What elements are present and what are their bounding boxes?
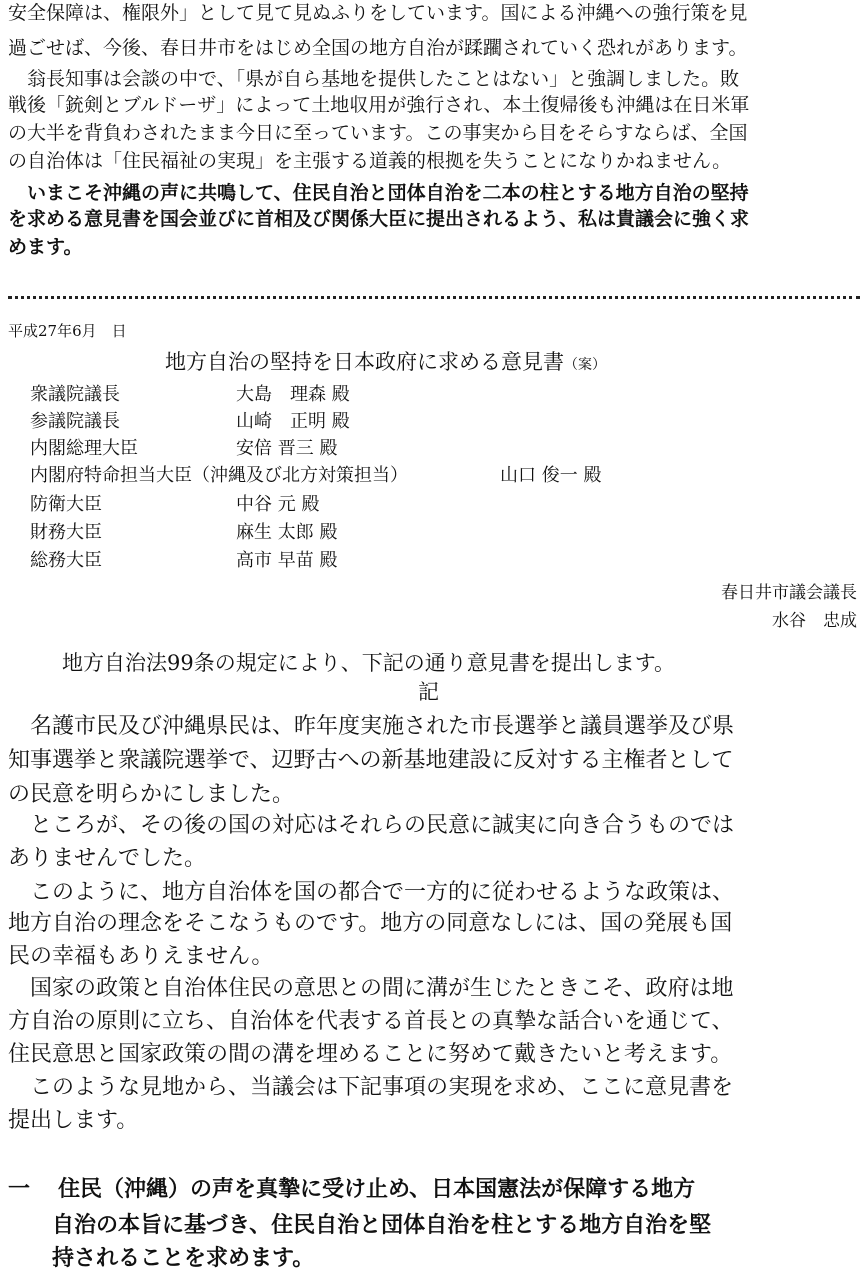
body-line: ところが、その後の国の対応はそれらの民意に誠実に向き合うものでは [8, 813, 735, 838]
title-suffix: （案） [564, 357, 606, 373]
body-line: の民意を明らかにしました。 [8, 782, 295, 807]
addressee-name: 麻生 太郎 殿 [236, 522, 338, 543]
top-text-line: 安全保障は、権限外」として見て見ぬふりをしています。国による沖縄への強行策を見 [8, 2, 748, 24]
item-marker: 一 [8, 1177, 31, 1202]
addressee-office: 財務大臣 [30, 522, 102, 543]
addressee-name: 山口 俊一 殿 [500, 465, 602, 486]
item-line: 持されることを求めます。 [52, 1246, 315, 1271]
top-text-line: 翁長知事は会談の中で、「県が自ら基地を提供したことはない」と強調しました。敗 [8, 68, 740, 90]
intro-text: 地方自治法99条の規定により、下記の通り意見書を提出します。 [62, 651, 676, 675]
addressee-name: 山崎 正明 殿 [236, 411, 350, 432]
body-line: 知事選挙と衆議院選挙で、辺野古への新基地建設に反対する主権者として [8, 748, 734, 773]
body-line: このような見地から、当議会は下記事項の実現を求め、ここに意見書を [8, 1075, 734, 1100]
body-line: 国家の政策と自治体住民の意思との間に溝が生じたときこそ、政府は地 [8, 976, 734, 1001]
top-text-line: の自治体は「住民福祉の実現」を主張する道義的根拠を失うことになりかねません。 [8, 150, 732, 172]
item-line: 住民（沖縄）の声を真摯に受け止め、日本国憲法が保障する地方 [58, 1177, 696, 1202]
body-line: 地方自治の理念をそこなうものです。地方の同意なしには、国の発展も国 [8, 911, 733, 936]
addressee-name: 安倍 晋三 殿 [236, 438, 338, 459]
body-line: このように、地方自治体を国の都合で一方的に従わせるような政策は、 [8, 880, 735, 905]
addressee-office: 衆議院議長 [30, 384, 120, 405]
top-text-line: 戦後「銃剣とブルドーザ」によって土地収用が強行され、本土復帰後も沖縄は在日米軍 [8, 94, 750, 116]
addressee-name: 大島 理森 殿 [236, 384, 350, 405]
addressee-office: 総務大臣 [30, 550, 102, 571]
addressee-office: 内閣総理大臣 [30, 438, 138, 459]
title-text: 地方自治の堅持を日本政府に求める意見書 [165, 350, 564, 374]
sender-title: 春日井市議会議長 [721, 583, 857, 603]
addressee-name: 高市 早苗 殿 [236, 550, 338, 571]
top-bold-line: いまこそ沖縄の声に共鳴して、住民自治と団体自治を二本の柱とする地方自治の堅持 [8, 182, 749, 204]
body-line: 民の幸福もありえません。 [8, 944, 274, 969]
addressee-office: 参議院議長 [30, 411, 120, 432]
addressee-office: 防衛大臣 [30, 494, 102, 515]
body-line: 方自治の原則に立ち、自治体を代表する首長との真摯な話合いを通じて、 [8, 1009, 734, 1034]
dotted-divider [8, 296, 860, 299]
addressee-office: 内閣府特命担当大臣（沖縄及び北方対策担当） [30, 465, 408, 486]
top-bold-line: めます。 [8, 236, 83, 258]
top-bold-line: を求める意見書を国会並びに首相及び関係大臣に提出されるよう、私は貴議会に強く求 [8, 208, 750, 230]
document-date: 平成27年6月 日 [8, 322, 127, 340]
sender-name: 水谷 忠成 [772, 611, 857, 631]
body-line: 住民意思と国家政策の間の溝を埋めることに努めて戴きたいと考えます。 [8, 1042, 733, 1067]
document-title [165, 346, 606, 376]
ki-heading: 記 [418, 680, 439, 704]
item-line: 自治の本旨に基づき、住民自治と団体自治を柱とする地方自治を堅 [52, 1213, 712, 1238]
body-line: 提出します。 [8, 1108, 139, 1133]
addressee-name: 中谷 元 殿 [236, 494, 320, 515]
top-text-line: の大半を背負わされたまま今日に至っています。この事実から目をそらすならば、全国 [8, 122, 748, 144]
top-text-line: 過ごせば、今後、春日井市をはじめ全国の地方自治が蹂躙されていく恐れがあります。 [8, 37, 748, 59]
body-line: ありませんでした。 [8, 846, 207, 871]
body-line: 名護市民及び沖縄県民は、昨年度実施された市長選挙と議員選挙及び県 [8, 714, 735, 739]
